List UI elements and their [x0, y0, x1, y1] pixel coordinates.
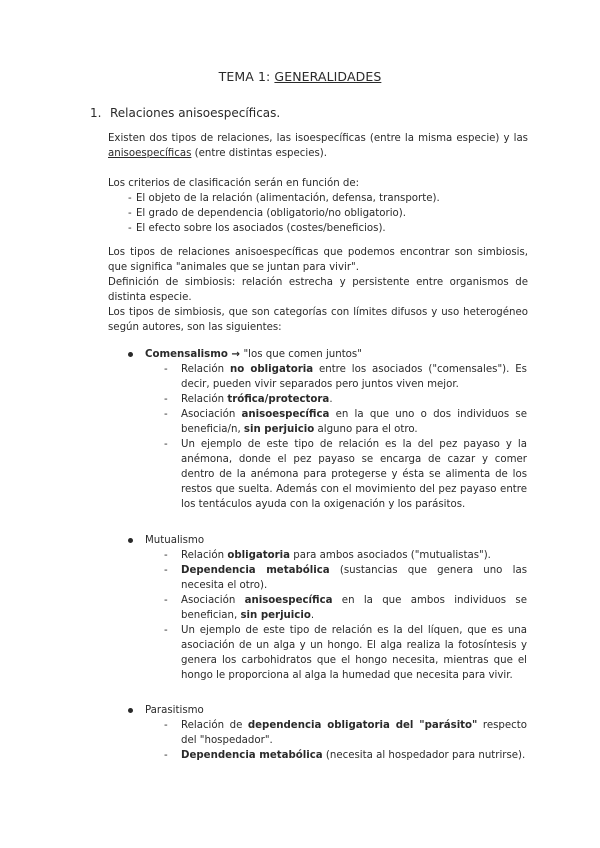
list-item: - Dependencia metabólica (necesita al hospedador para nutrirse). — [161, 748, 527, 763]
criteria-list — [108, 191, 528, 236]
list-item: - El objeto de la relación (alimentación, defensa, transporte). — [108, 191, 528, 206]
arrow-icon: → — [227, 349, 244, 360]
list-item: - Relación obligatoria para ambos asociados ("mutualistas"). — [161, 548, 527, 563]
paragraph-line: Definición de simbiosis: relación estrecha y persistente entre organismos de distinta especie. — [108, 277, 528, 303]
bullet-title: Parasitismo — [145, 705, 204, 716]
comensalismo-sublist — [161, 362, 527, 512]
title-underlined: GENERALIDADES — [274, 69, 382, 84]
list-item: - Relación trófica/protectora. — [161, 392, 527, 407]
section-heading — [90, 106, 280, 120]
intro-text-end: (entre distintas especies). — [191, 148, 327, 159]
list-item: - Dependencia metabólica (sustancias que genera uno las necesita el otro). — [161, 563, 527, 593]
list-item: - Asociación anisoespecífica en la que uno o dos individuos se beneficia/n, sin perjuicio alguno para el otro. — [161, 407, 527, 437]
bullet-dot — [128, 538, 133, 543]
parasitismo-sublist — [161, 718, 527, 763]
bullet-dot — [128, 352, 133, 357]
bullet-note: "los que comen juntos" — [243, 349, 362, 360]
paragraph-line: Los tipos de simbiosis, que son categorías con límites difusos y uso heterogéneo según autores, son las siguientes: — [108, 307, 528, 333]
intro-text: Existen dos tipos de relaciones, las isoespecíficas (entre la misma especie) y las — [108, 133, 528, 144]
page-title — [0, 69, 600, 84]
bullet-title: Comensalismo — [145, 349, 228, 360]
section-number: 1. — [90, 106, 102, 120]
title-prefix: TEMA 1: — [218, 69, 275, 84]
list-item: - Relación no obligatoria entre los asociados ("comensales"). Es decir, pueden vivir separados pero juntos viven mejor. — [161, 362, 527, 392]
list-item: - El grado de dependencia (obligatorio/no obligatorio). — [108, 206, 528, 221]
paragraph-line: Los tipos de relaciones anisoespecíficas que podemos encontrar son simbiosis, que significa "animales que se juntan para vivir". — [108, 247, 528, 273]
criteria-block — [108, 176, 528, 236]
list-item: - El efecto sobre los asociados (costes/beneficios). — [108, 221, 528, 236]
intro-underlined: anisoespecíficas — [108, 148, 192, 159]
list-item: - Asociación anisoespecífica en la que ambos individuos se benefician, sin perjuicio. — [161, 593, 527, 623]
bullet-dot — [128, 708, 133, 713]
criteria-lead: Los criterios de clasificación serán en función de: — [108, 178, 360, 189]
section-title: Relaciones anisoespecíficas. — [110, 106, 281, 120]
list-item: - Relación de dependencia obligatoria del "parásito" respecto del "hospedador". — [161, 718, 527, 748]
intro-paragraph — [108, 131, 528, 161]
mutualismo-sublist — [161, 548, 527, 683]
list-item: - Un ejemplo de este tipo de relación es la del pez payaso y la anémona, donde el pez payaso se encarga de cazar y comer dentro de la anémona para protegerse y ésta se alimenta de los restos que suelta. Además con el movimiento del pez payaso entre los tentáculos ayuda con la oxigenación y los parásitos. — [161, 437, 527, 512]
paragraph-symbiosis — [108, 245, 528, 335]
list-item: - Un ejemplo de este tipo de relación es la del líquen, que es una asociación de un alga y un hongo. El alga realiza la fotosíntesis y genera los carbohidratos que el hongo necesita, mientras que el hongo le proporciona al alga la humedad que necesita para vivir. — [161, 623, 527, 683]
bullet-title: Mutualismo — [145, 535, 205, 546]
